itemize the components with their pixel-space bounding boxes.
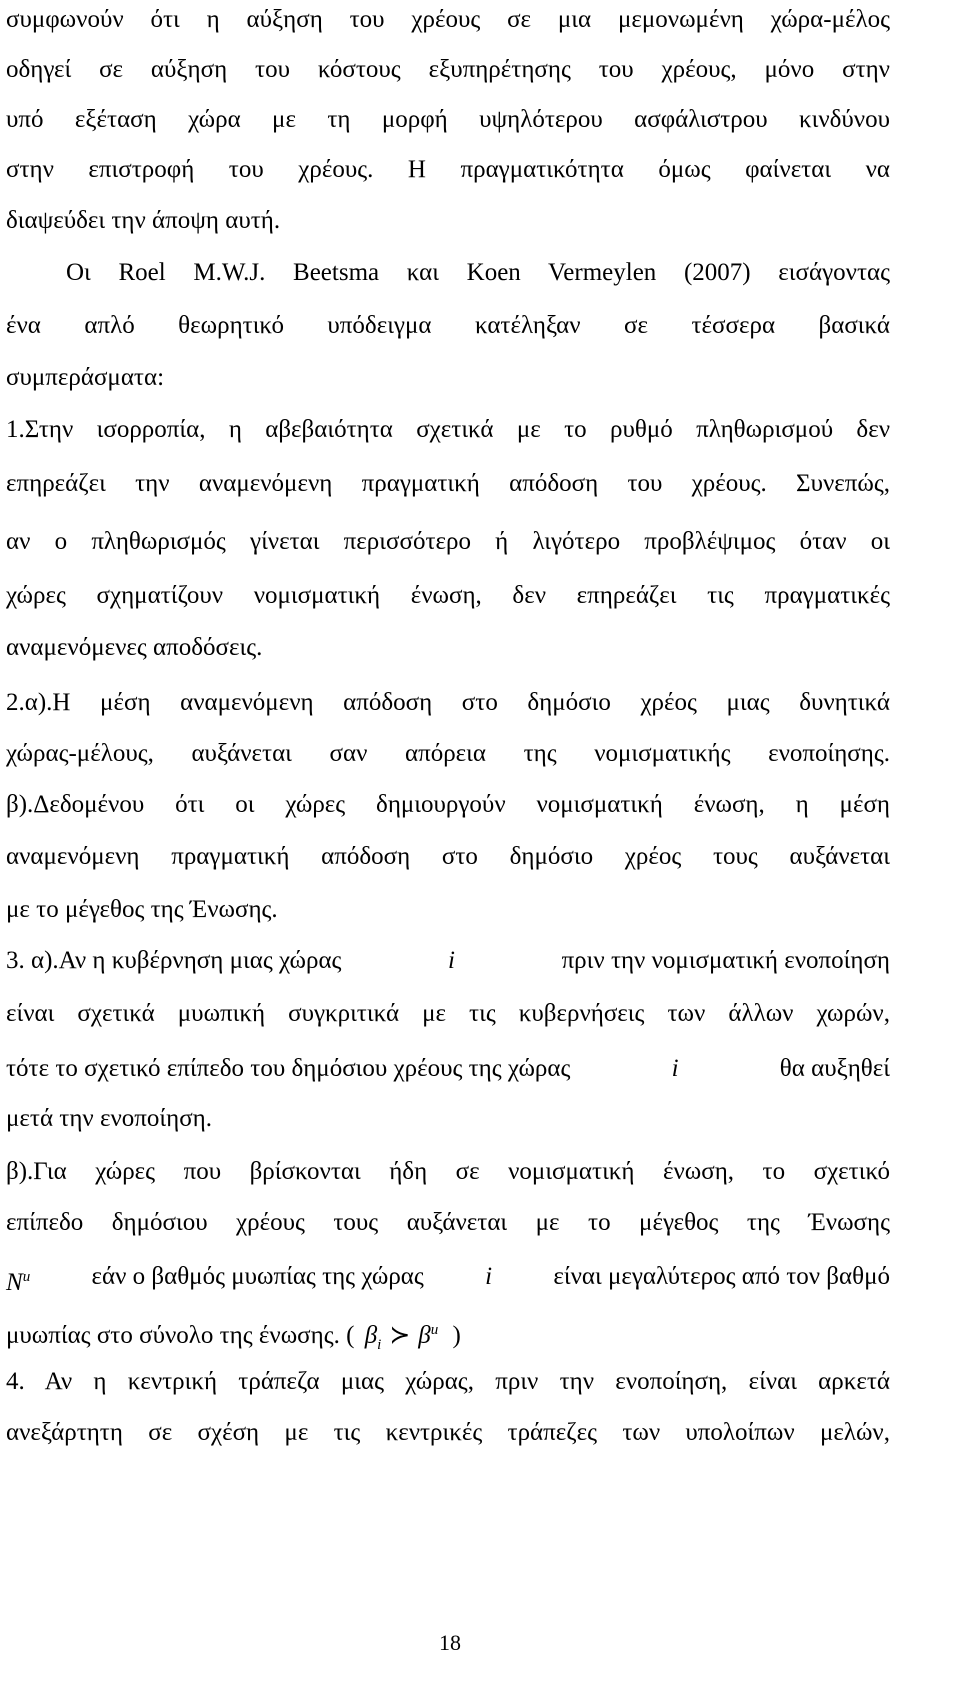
text-line: συμφωνούν ότι η αύξηση του χρέους σε μια μεμονωμένη χώρα-μέλος <box>6 6 890 33</box>
text-line: αν ο πληθωρισμός γίνεται περισσότερο ή λιγότερο προβλέψιμος όταν οι <box>6 528 890 555</box>
text-line: 2.α).Η μέση αναμενόμενη απόδοση στο δημόσιο χρέος μιας δυνητικά <box>6 689 890 716</box>
text-line: ένα απλό θεωρητικό υπόδειγμα κατέληξαν σε τέσσερα βασικά <box>6 312 890 339</box>
text-line: χώρες σχηματίζουν νομισματική ένωση, δεν επηρεάζει τις πραγματικές <box>6 582 890 609</box>
text-line: χώρας-μέλους, αυξάνεται σαν απόρεια της νομισματικής ενοποίησης. <box>6 740 890 767</box>
math-variable: i <box>671 1055 679 1082</box>
text-line: αναμενόμενη πραγματική απόδοση στο δημόσιο χρέος τους αυξάνεται <box>6 843 890 870</box>
text-line: αναμενόμενες αποδόσεις. <box>6 634 263 661</box>
text-line: Οι Roel M.W.J. Beetsma και Koen Vermeylen (2007) εισάγοντας <box>66 259 890 286</box>
page-number: 18 <box>439 1630 461 1655</box>
text-line: στην επιστροφή του χρέους. Η πραγματικότητα όμως φαίνεται να <box>6 156 890 183</box>
text-line: β).Δεδομένου ότι οι χώρες δημιουργούν νομισματική ένωση, η μέση <box>6 791 890 818</box>
math-variable: i <box>448 947 455 974</box>
text-line: επηρεάζει την αναμενόμενη πραγματική απόδοση του χρέους. Συνεπώς, <box>6 470 890 497</box>
text-line: με το μέγεθος της Ένωσης. <box>6 896 278 923</box>
text-line: 1.Στην ισορροπία, η αβεβαιότητα σχετικά με το ρυθμό πληθωρισμού δεν <box>6 416 890 443</box>
text-line: μετά την ενοποίηση. <box>6 1105 212 1132</box>
text-line: επίπεδο δημόσιου χρέους τους αυξάνεται με το μέγεθος της Ένωσης <box>6 1209 890 1236</box>
text-line: είναι σχετικά μυωπική συγκριτικά με τις κυβερνήσεις των άλλων χωρών, <box>6 1000 890 1027</box>
text-line: ανεξάρτητη σε σχέση με τις κεντρικές τράπεζες των υπολοίπων μελών, <box>6 1419 890 1446</box>
math-expression: $N^u$ <box>6 1269 31 1296</box>
math-expression: $\beta_i$ ≻ $\beta^u$ <box>364 1322 439 1353</box>
text-line: 4. Αν η κεντρική τράπεζα μιας χώρας, πριν την ενοποίηση, είναι αρκετά <box>6 1368 890 1395</box>
text-line: συμπεράσματα: <box>6 364 165 391</box>
text-line: $N^u$ εάν ο βαθμός μυωπίας της χώρας i είναι μεγαλύτερος από τον βαθμό <box>6 1259 890 1295</box>
text-line: οδηγεί σε αύξηση του κόστους εξυπηρέτησης του χρέους, μόνο στην <box>6 56 890 83</box>
text-line: υπό εξέταση χώρα με τη μορφή υψηλότερου ασφάλιστρου κινδύνου <box>6 106 890 133</box>
text-line: μυωπίας στο σύνολο της ένωσης. ( $\beta_i$ ≻ $\beta^u$ ) <box>6 1322 461 1353</box>
text-line: διαψεύδει την άποψη αυτή. <box>6 207 281 234</box>
text-line: 3. α).Αν η κυβέρνηση μιας χώρας i πριν την νομισματική ενοποίηση <box>6 943 890 979</box>
text-line: τότε το σχετικό επίπεδο του δημόσιου χρέους της χώρας i θα αυξηθεί <box>6 1051 890 1087</box>
math-variable: i <box>485 1263 493 1290</box>
text-line: β).Για χώρες που βρίσκονται ήδη σε νομισματική ένωση, το σχετικό <box>6 1158 890 1185</box>
